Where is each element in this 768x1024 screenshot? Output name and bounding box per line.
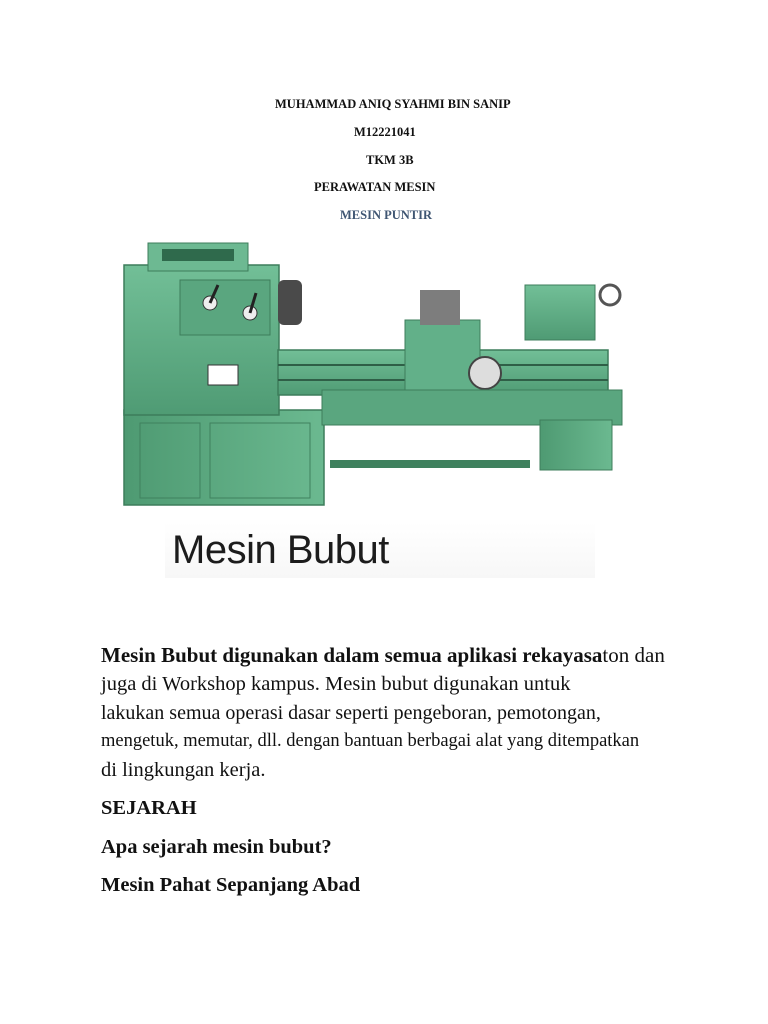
topic-title: MESIN PUNTIR <box>340 208 433 222</box>
paragraph-line-5: di lingkungan kerja. <box>101 759 266 781</box>
paragraph-line-2: juga di Workshop kampus. Mesin bubut digunakan untuk <box>101 673 571 695</box>
paragraph-line-1 <box>101 643 665 668</box>
paragraph-line-3: lakukan semua operasi dasar seperti pengeboran, pemotongan, <box>101 702 601 724</box>
author-name: MUHAMMAD ANIQ SYAHMI BIN SANIP <box>275 97 511 111</box>
class-label: TKM 3B <box>366 153 414 167</box>
student-id: M12221041 <box>354 125 416 139</box>
section-heading-sejarah: SEJARAH <box>101 797 197 819</box>
figure-caption: Mesin Bubut <box>172 528 389 572</box>
paragraph-bold-lead: Mesin Bubut digunakan dalam semua aplikasi rekayasa <box>101 643 603 667</box>
section-subheading: Mesin Pahat Sepanjang Abad <box>101 874 361 896</box>
lathe-machine-image <box>100 225 640 525</box>
subject-label: PERAWATAN MESIN <box>314 180 436 194</box>
paragraph-line-4: mengetuk, memutar, dll. dengan bantuan berbagai alat yang ditempatkan <box>101 731 640 751</box>
section-question: Apa sejarah mesin bubut? <box>101 836 332 858</box>
paragraph-line-1-rest: ton dan <box>602 643 665 667</box>
